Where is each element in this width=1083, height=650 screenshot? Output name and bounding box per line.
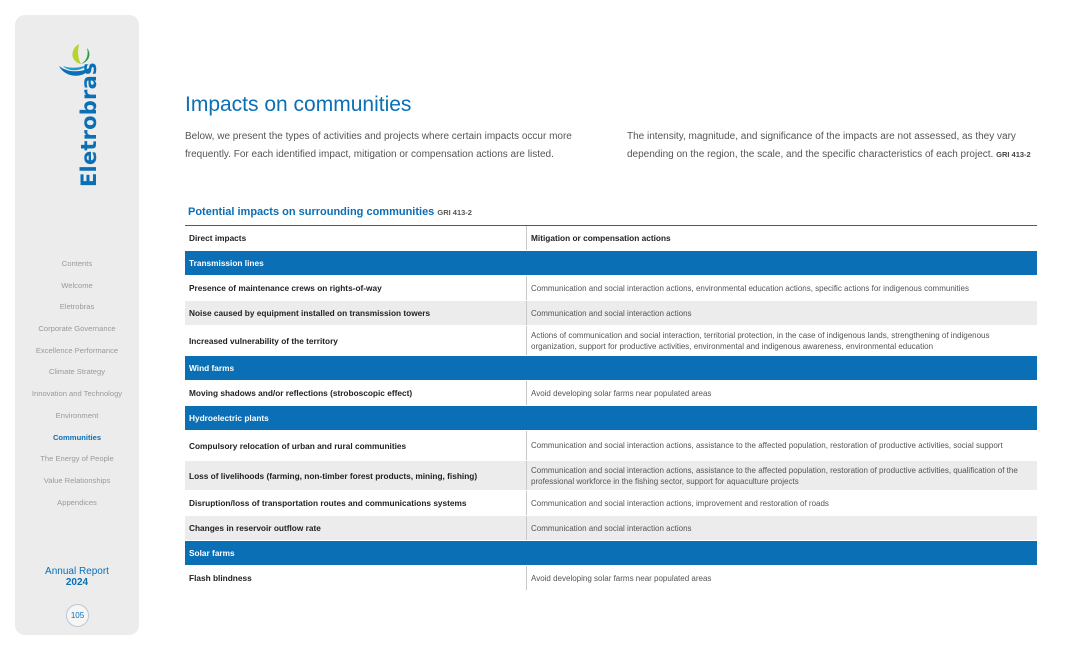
section-header: Hydroelectric plants bbox=[185, 406, 1037, 431]
table-row bbox=[185, 301, 1037, 326]
table-gri-tag: GRI 413-2 bbox=[437, 208, 472, 217]
table-row bbox=[185, 381, 1037, 406]
table-row bbox=[185, 276, 1037, 301]
intro-left: Below, we present the types of activities and projects where certain impacts occur more frequently. For each identified impact, mitigation or compensation actions are listed. bbox=[185, 131, 572, 160]
nav-item-contents[interactable]: Contents bbox=[61, 259, 93, 268]
table-title bbox=[188, 206, 472, 218]
impact-cell: Changes in reservoir outflow rate bbox=[189, 523, 321, 533]
action-cell: Communication and social interaction actions, assistance to the affected population, restoration of productive activities, social support bbox=[526, 431, 1037, 460]
nav-item-environment[interactable]: Environment bbox=[55, 410, 99, 420]
table-row bbox=[185, 326, 1037, 356]
impact-cell: Disruption/loss of transportation routes and communications systems bbox=[189, 498, 467, 508]
impact-cell: Compulsory relocation of urban and rural communities bbox=[189, 440, 407, 451]
nav-item-value-relationships[interactable]: Value Relationships bbox=[43, 475, 111, 485]
impact-cell: Flash blindness bbox=[189, 573, 252, 583]
action-cell: Avoid developing solar farms near populated areas bbox=[526, 381, 1037, 405]
header-direct-impacts: Direct impacts bbox=[189, 233, 247, 243]
nav-item-energy-of-people[interactable]: The Energy of People bbox=[40, 454, 114, 464]
impact-cell: Moving shadows and/or reflections (stroboscopic effect) bbox=[189, 388, 413, 398]
table-row bbox=[185, 491, 1037, 516]
nav-item-eletrobras[interactable]: Eletrobras bbox=[59, 302, 95, 312]
table-row bbox=[185, 431, 1037, 461]
brand-wordmark: Eletrobras bbox=[77, 62, 101, 187]
header-mitigation: Mitigation or compensation actions bbox=[526, 226, 1037, 250]
page-title: Impacts on communities bbox=[185, 93, 412, 116]
intro-right-text: The intensity, magnitude, and significance of the impacts are not assessed, as they vary depending on the region, the scale, and the specific characteristics of each project. bbox=[627, 131, 1016, 160]
nav-item-excellence-performance[interactable]: Excellence Performance bbox=[35, 345, 119, 355]
action-cell: Communication and social interaction actions bbox=[526, 516, 1037, 540]
impact-cell: Noise caused by equipment installed on transmission towers bbox=[189, 308, 431, 318]
impact-cell: Presence of maintenance crews on rights-of-way bbox=[189, 283, 382, 293]
action-cell: Communication and social interaction actions, assistance to the affected population, restoration of productive activities, qualification of the professional workforce in the fishing sector, support for aquaculture projects bbox=[526, 461, 1037, 490]
impact-cell: Loss of livelihoods (farming, non-timber forest products, mining, fishing) bbox=[189, 470, 478, 481]
nav-item-climate-strategy[interactable]: Climate Strategy bbox=[48, 367, 106, 377]
section-header: Solar farms bbox=[185, 541, 1037, 566]
nav-item-innovation-technology[interactable]: Innovation and Technology bbox=[31, 389, 123, 399]
table-title-text: Potential impacts on surrounding communities bbox=[188, 206, 435, 218]
impacts-table bbox=[185, 225, 1037, 591]
impact-cell: Increased vulnerability of the territory bbox=[189, 335, 338, 346]
action-cell: Communication and social interaction actions, environmental education actions, specific actions for indigenous communities bbox=[526, 276, 1037, 300]
nav-item-welcome[interactable]: Welcome bbox=[61, 280, 93, 290]
section-header: Transmission lines bbox=[185, 251, 1037, 276]
side-nav bbox=[15, 253, 139, 513]
table-row bbox=[185, 516, 1037, 541]
annual-report-line: Annual Report bbox=[45, 566, 109, 577]
nav-item-appendices[interactable]: Appendices bbox=[57, 497, 97, 507]
annual-report-year: 2024 bbox=[65, 577, 89, 588]
table-header bbox=[185, 226, 1037, 251]
action-cell: Avoid developing solar farms near populated areas bbox=[526, 566, 1037, 590]
annual-report-label bbox=[15, 566, 139, 588]
action-cell: Actions of communication and social interaction, territorial protection, in the case of indigenous lands, strengthening of indigenous organization, support for productive activities, environmental and indigenous awareness, environmental education bbox=[526, 326, 1037, 355]
action-cell: Communication and social interaction actions, improvement and restoration of roads bbox=[526, 491, 1037, 515]
section-header: Wind farms bbox=[185, 356, 1037, 381]
page-number: 105 bbox=[66, 604, 89, 627]
sidebar bbox=[15, 15, 139, 635]
intro-right bbox=[627, 128, 1047, 163]
table-row bbox=[185, 461, 1037, 491]
nav-item-corporate-governance[interactable]: Corporate Governance bbox=[38, 324, 116, 334]
intro-gri-tag: GRI 413-2 bbox=[996, 149, 1031, 159]
action-cell: Communication and social interaction actions bbox=[526, 301, 1037, 325]
nav-item-communities[interactable]: Communities bbox=[52, 432, 102, 442]
table-row bbox=[185, 566, 1037, 591]
